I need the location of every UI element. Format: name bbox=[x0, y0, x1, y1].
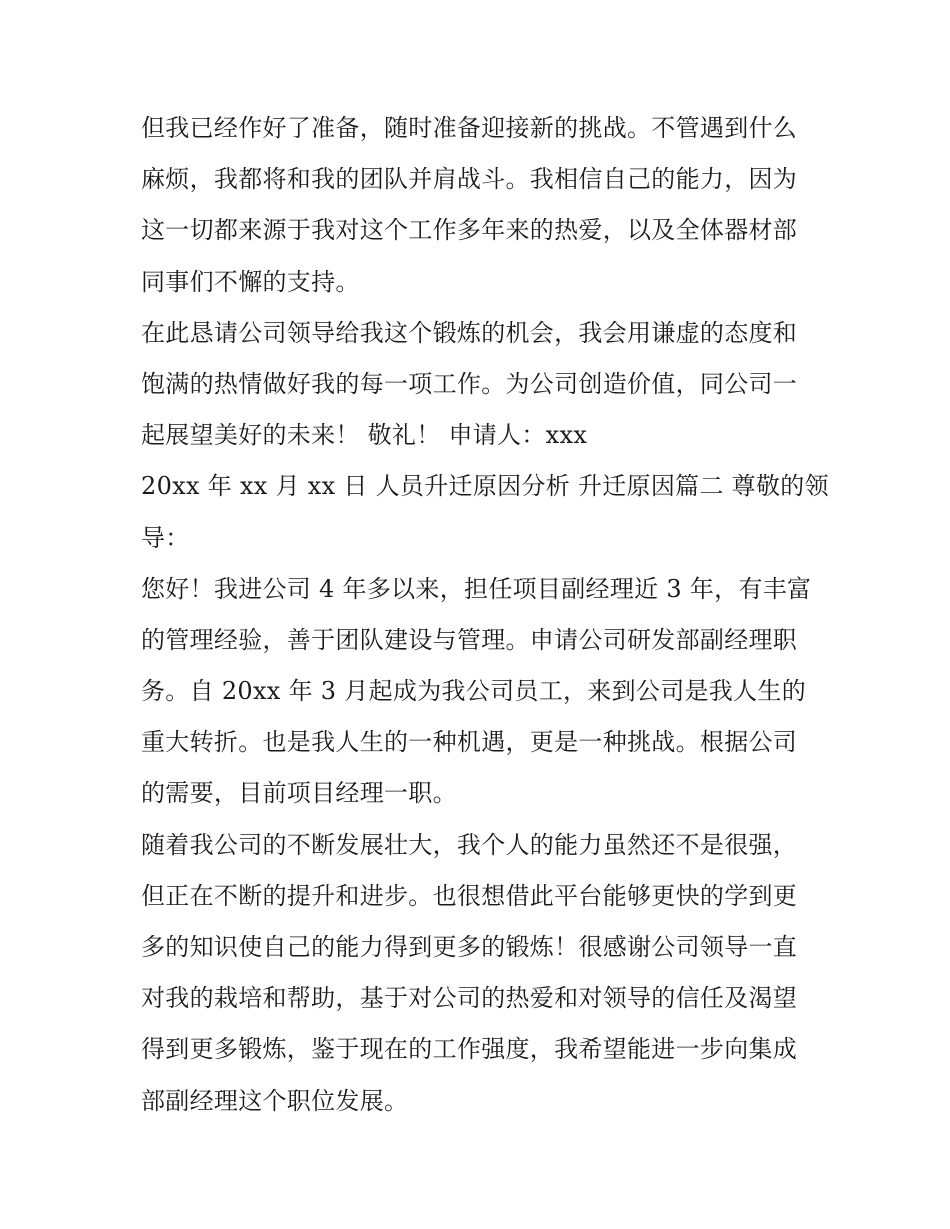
text-line: 多的知识使自己的能力得到更多的锻炼！很感谢公司领导一直 bbox=[141, 933, 798, 961]
text-line: 导： bbox=[141, 523, 190, 552]
text-line: 重大转折。也是我人生的一种机遇，更是一种挑战。根据公司 bbox=[141, 728, 798, 757]
text-line: 但正在不断的提升和进步。也很想借此平台能够更快的学到更 bbox=[141, 881, 798, 910]
text-line: 20xx 年 xx 月 xx 日 人员升迁原因分析 升迁原因篇二 尊敬的领 bbox=[141, 472, 829, 501]
text-line: 的管理经验，善于团队建设与管理。申请公司研发部副经理职 bbox=[141, 625, 798, 654]
text-line: 起展望美好的未来！ 敬礼！ 申请人：xxx bbox=[141, 421, 588, 450]
text-line: 麻烦，我都将和我的团队并肩战斗。我相信自己的能力，因为 bbox=[141, 165, 798, 194]
text-line: 务。自 20xx 年 3 月起成为我公司员工，来到公司是我人生的 bbox=[141, 677, 806, 706]
text-line: 同事们不懈的支持。 bbox=[141, 267, 360, 296]
text-line: 饱满的热情做好我的每一项工作。为公司创造价值，同公司一 bbox=[141, 369, 798, 398]
text-line: 部副经理这个职位发展。 bbox=[141, 1086, 409, 1115]
text-line: 对我的栽培和帮助，基于对公司的热爱和对领导的信任及渴望 bbox=[141, 984, 798, 1013]
text-line: 这一切都来源于我对这个工作多年来的热爱，以及全体器材部 bbox=[141, 216, 798, 245]
document-body bbox=[141, 103, 829, 1127]
text-line: 您好！我进公司 4 年多以来，担任项目副经理近 3 年，有丰富 bbox=[141, 574, 812, 603]
text-line: 的需要，目前项目经理一职。 bbox=[141, 779, 457, 808]
text-line: 在此恳请公司领导给我这个锻炼的机会，我会用谦虚的态度和 bbox=[141, 318, 798, 347]
text-line: 得到更多锻炼，鉴于现在的工作强度，我希望能进一步向集成 bbox=[141, 1035, 798, 1064]
text-line: 但我已经作好了准备，随时准备迎接新的挑战。不管遇到什么 bbox=[141, 114, 798, 142]
text-line: 随着我公司的不断发展壮大，我个人的能力虽然还不是很强， bbox=[141, 830, 798, 859]
